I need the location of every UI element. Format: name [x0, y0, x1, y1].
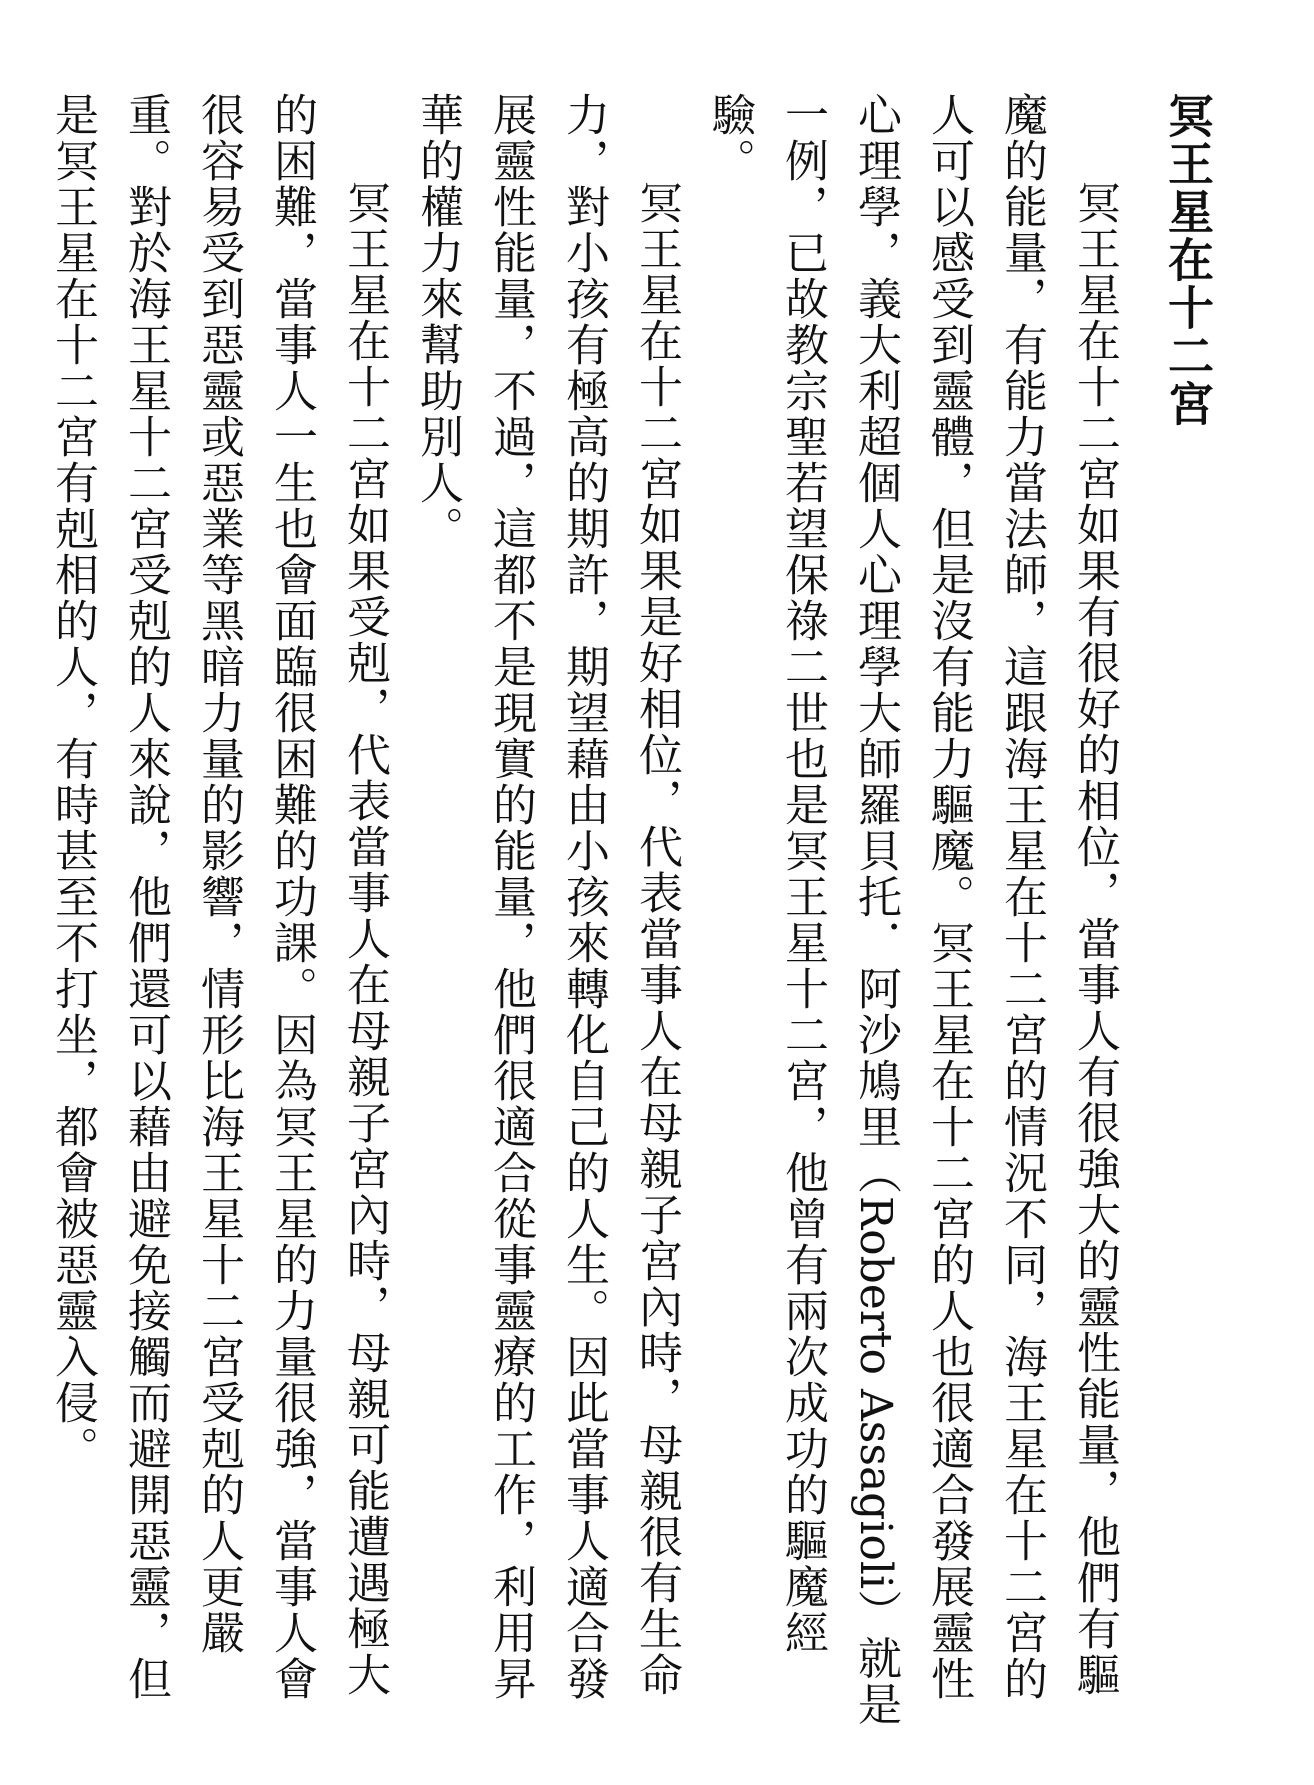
paragraph-1-text-a: 冥王星在十二宮如果有很好的相位，當事人有很強大的靈性能量，他們有驅魔的能量，有能力當法師，這跟海王星在十二宮的情況不同，海王星在十二宮的人可以感受到靈體，但是沒有能力驅魔。冥王星在十二宮的人也很適合發展靈性心理學，義大利超個人心理學大師羅貝托．阿沙鳩里（	[850, 92, 1120, 1702]
section-title: 冥王星在十二宮	[1161, 92, 1215, 428]
paragraph-1-text-b: ）就是一例，已故教宗聖若望保祿二世也是冥王星十二宮，他曾有兩次成功的驅魔經驗。	[704, 92, 901, 1728]
vertical-text-block	[36, 92, 1224, 1732]
latin-name: Roberto Assagioli	[850, 1196, 901, 1590]
paragraph-1	[693, 92, 1131, 1732]
paragraph-3: 冥王星在十二宮如果受剋，代表當事人在母親子宮內時，母親可能遭遇極大的困難，當事人一生也會面臨很困難的功課。因為冥王星的力量很強，當事人會很容易受到惡靈或惡業等黑暗力量的影響，情形比海王星十二宮受剋的人更嚴重。對於海王星十二宮受剋的人來說，他們還可以藉由避免接觸而避開惡靈，但是冥王星在十二宮有剋相的人，有時甚至不打坐，都會被惡靈入侵。	[47, 92, 390, 1702]
paragraph-2: 冥王星在十二宮如果是好相位，代表當事人在母親子宮內時，母親很有生命力，對小孩有極高的期許，期望藉由小孩來轉化自己的人生。因此當事人適合發展靈性能量，不過，這都不是現實的能量，他們很適合從事靈療的工作，利用昇華的權力來幫助別人。	[412, 92, 682, 1702]
